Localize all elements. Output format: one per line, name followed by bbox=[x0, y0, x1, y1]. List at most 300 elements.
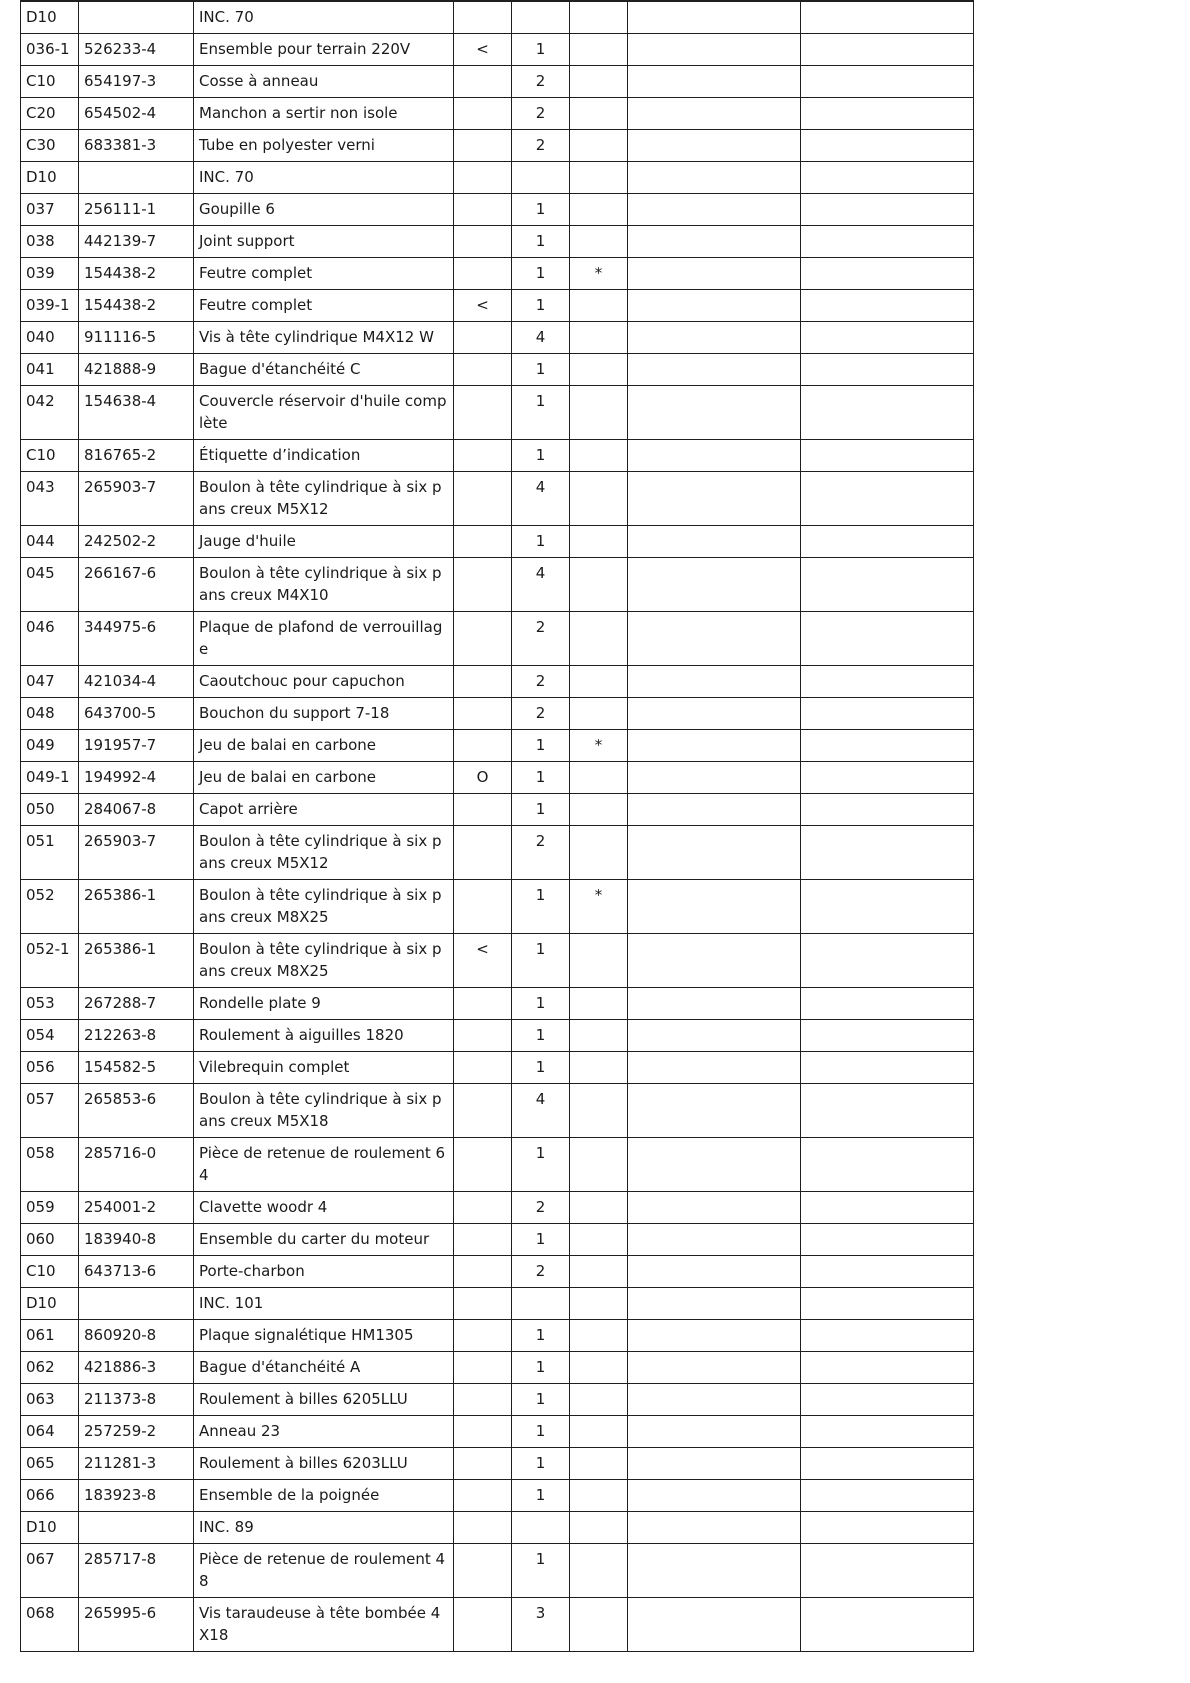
description-cell: Roulement à billes 6203LLU bbox=[194, 1447, 454, 1479]
note-cell bbox=[454, 129, 512, 161]
table-row bbox=[21, 161, 974, 193]
item-number-cell: 042 bbox=[21, 385, 79, 439]
table-row bbox=[21, 761, 974, 793]
mark-cell bbox=[570, 1223, 628, 1255]
note-cell bbox=[454, 665, 512, 697]
quantity-cell: 2 bbox=[512, 697, 570, 729]
empty-cell bbox=[801, 1287, 974, 1319]
mark-cell bbox=[570, 987, 628, 1019]
quantity-cell: 2 bbox=[512, 665, 570, 697]
table-row bbox=[21, 33, 974, 65]
table-row bbox=[21, 1, 974, 33]
item-number-cell: 056 bbox=[21, 1051, 79, 1083]
empty-cell bbox=[801, 1511, 974, 1543]
empty-cell bbox=[628, 1223, 801, 1255]
part-number-cell: 154438-2 bbox=[79, 289, 194, 321]
part-number-cell: 643713-6 bbox=[79, 1255, 194, 1287]
table-row bbox=[21, 471, 974, 525]
empty-cell bbox=[628, 1351, 801, 1383]
note-cell bbox=[454, 1287, 512, 1319]
item-number-cell: 038 bbox=[21, 225, 79, 257]
mark-cell: * bbox=[570, 879, 628, 933]
mark-cell: * bbox=[570, 729, 628, 761]
part-number-cell: 265853-6 bbox=[79, 1083, 194, 1137]
item-number-cell: C20 bbox=[21, 97, 79, 129]
description-cell: Anneau 23 bbox=[194, 1415, 454, 1447]
note-cell bbox=[454, 1223, 512, 1255]
part-number-cell: 421888-9 bbox=[79, 353, 194, 385]
table-row bbox=[21, 987, 974, 1019]
table-row bbox=[21, 97, 974, 129]
quantity-cell: 1 bbox=[512, 1351, 570, 1383]
empty-cell bbox=[801, 65, 974, 97]
quantity-cell: 1 bbox=[512, 1447, 570, 1479]
mark-cell bbox=[570, 1019, 628, 1051]
description-cell: Tube en polyester verni bbox=[194, 129, 454, 161]
mark-cell bbox=[570, 793, 628, 825]
empty-cell bbox=[628, 761, 801, 793]
item-number-cell: 059 bbox=[21, 1191, 79, 1223]
part-number-cell: 860920-8 bbox=[79, 1319, 194, 1351]
part-number-cell bbox=[79, 1287, 194, 1319]
parts-list-table bbox=[20, 0, 974, 1652]
empty-cell bbox=[628, 825, 801, 879]
mark-cell bbox=[570, 1255, 628, 1287]
description-cell: Ensemble de la poignée bbox=[194, 1479, 454, 1511]
item-number-cell: C10 bbox=[21, 439, 79, 471]
mark-cell bbox=[570, 1051, 628, 1083]
empty-cell bbox=[801, 1019, 974, 1051]
empty-cell bbox=[801, 1543, 974, 1597]
quantity-cell: 1 bbox=[512, 353, 570, 385]
description-cell: INC. 101 bbox=[194, 1287, 454, 1319]
note-cell bbox=[454, 1255, 512, 1287]
description-cell: Joint support bbox=[194, 225, 454, 257]
empty-cell bbox=[801, 1191, 974, 1223]
table-row bbox=[21, 1223, 974, 1255]
empty-cell bbox=[801, 525, 974, 557]
empty-cell bbox=[801, 385, 974, 439]
part-number-cell: 284067-8 bbox=[79, 793, 194, 825]
empty-cell bbox=[801, 1479, 974, 1511]
part-number-cell: 191957-7 bbox=[79, 729, 194, 761]
empty-cell bbox=[801, 97, 974, 129]
empty-cell bbox=[628, 193, 801, 225]
description-cell: Ensemble pour terrain 220V bbox=[194, 33, 454, 65]
quantity-cell: 4 bbox=[512, 321, 570, 353]
note-cell: O bbox=[454, 761, 512, 793]
mark-cell bbox=[570, 1137, 628, 1191]
table-row bbox=[21, 1319, 974, 1351]
quantity-cell: 1 bbox=[512, 225, 570, 257]
empty-cell bbox=[801, 697, 974, 729]
note-cell bbox=[454, 525, 512, 557]
empty-cell bbox=[801, 33, 974, 65]
quantity-cell: 1 bbox=[512, 987, 570, 1019]
table-row bbox=[21, 1479, 974, 1511]
quantity-cell: 1 bbox=[512, 1543, 570, 1597]
note-cell bbox=[454, 1051, 512, 1083]
item-number-cell: 068 bbox=[21, 1597, 79, 1651]
empty-cell bbox=[628, 1137, 801, 1191]
part-number-cell: 643700-5 bbox=[79, 697, 194, 729]
part-number-cell: 421886-3 bbox=[79, 1351, 194, 1383]
quantity-cell: 2 bbox=[512, 97, 570, 129]
note-cell bbox=[454, 1351, 512, 1383]
note-cell bbox=[454, 879, 512, 933]
empty-cell bbox=[628, 471, 801, 525]
item-number-cell: C30 bbox=[21, 129, 79, 161]
item-number-cell: 052-1 bbox=[21, 933, 79, 987]
quantity-cell: 1 bbox=[512, 33, 570, 65]
part-number-cell: 344975-6 bbox=[79, 611, 194, 665]
note-cell bbox=[454, 1319, 512, 1351]
empty-cell bbox=[628, 321, 801, 353]
part-number-cell: 194992-4 bbox=[79, 761, 194, 793]
empty-cell bbox=[801, 289, 974, 321]
note-cell bbox=[454, 697, 512, 729]
table-row bbox=[21, 1137, 974, 1191]
item-number-cell: 037 bbox=[21, 193, 79, 225]
mark-cell bbox=[570, 557, 628, 611]
empty-cell bbox=[628, 385, 801, 439]
item-number-cell: 060 bbox=[21, 1223, 79, 1255]
item-number-cell: C10 bbox=[21, 1255, 79, 1287]
empty-cell bbox=[628, 289, 801, 321]
part-number-cell: 654502-4 bbox=[79, 97, 194, 129]
item-number-cell: 051 bbox=[21, 825, 79, 879]
item-number-cell: 061 bbox=[21, 1319, 79, 1351]
mark-cell bbox=[570, 193, 628, 225]
part-number-cell: 526233-4 bbox=[79, 33, 194, 65]
empty-cell bbox=[628, 1479, 801, 1511]
table-row bbox=[21, 879, 974, 933]
mark-cell bbox=[570, 665, 628, 697]
mark-cell bbox=[570, 825, 628, 879]
quantity-cell: 4 bbox=[512, 557, 570, 611]
empty-cell bbox=[628, 1415, 801, 1447]
quantity-cell: 2 bbox=[512, 1255, 570, 1287]
note-cell bbox=[454, 1019, 512, 1051]
description-cell: Boulon à tête cylindrique à six pans creux M8X25 bbox=[194, 879, 454, 933]
note-cell bbox=[454, 1083, 512, 1137]
part-number-cell bbox=[79, 1511, 194, 1543]
empty-cell bbox=[628, 129, 801, 161]
mark-cell bbox=[570, 289, 628, 321]
empty-cell bbox=[801, 557, 974, 611]
mark-cell bbox=[570, 161, 628, 193]
parts-list-body bbox=[21, 1, 974, 1651]
item-number-cell: 039-1 bbox=[21, 289, 79, 321]
table-row bbox=[21, 557, 974, 611]
table-row bbox=[21, 1383, 974, 1415]
quantity-cell: 1 bbox=[512, 1137, 570, 1191]
note-cell: < bbox=[454, 933, 512, 987]
mark-cell bbox=[570, 697, 628, 729]
table-row bbox=[21, 793, 974, 825]
empty-cell bbox=[628, 225, 801, 257]
empty-cell bbox=[801, 1383, 974, 1415]
table-row bbox=[21, 1351, 974, 1383]
mark-cell bbox=[570, 129, 628, 161]
description-cell: Roulement à billes 6205LLU bbox=[194, 1383, 454, 1415]
empty-cell bbox=[628, 987, 801, 1019]
description-cell: Caoutchouc pour capuchon bbox=[194, 665, 454, 697]
table-row bbox=[21, 353, 974, 385]
item-number-cell: 058 bbox=[21, 1137, 79, 1191]
empty-cell bbox=[628, 257, 801, 289]
description-cell: Vis à tête cylindrique M4X12 W bbox=[194, 321, 454, 353]
quantity-cell: 2 bbox=[512, 1191, 570, 1223]
item-number-cell: 044 bbox=[21, 525, 79, 557]
description-cell: Feutre complet bbox=[194, 289, 454, 321]
table-row bbox=[21, 1447, 974, 1479]
empty-cell bbox=[801, 1137, 974, 1191]
part-number-cell bbox=[79, 1, 194, 33]
note-cell bbox=[454, 471, 512, 525]
quantity-cell: 1 bbox=[512, 761, 570, 793]
table-row bbox=[21, 289, 974, 321]
empty-cell bbox=[628, 1383, 801, 1415]
description-cell: INC. 70 bbox=[194, 161, 454, 193]
empty-cell bbox=[628, 1083, 801, 1137]
mark-cell bbox=[570, 1319, 628, 1351]
mark-cell bbox=[570, 933, 628, 987]
quantity-cell: 1 bbox=[512, 1319, 570, 1351]
quantity-cell: 2 bbox=[512, 611, 570, 665]
item-number-cell: 041 bbox=[21, 353, 79, 385]
part-number-cell: 154438-2 bbox=[79, 257, 194, 289]
item-number-cell: 040 bbox=[21, 321, 79, 353]
description-cell: INC. 70 bbox=[194, 1, 454, 33]
quantity-cell: 2 bbox=[512, 65, 570, 97]
note-cell bbox=[454, 825, 512, 879]
item-number-cell: 065 bbox=[21, 1447, 79, 1479]
description-cell: Jauge d'huile bbox=[194, 525, 454, 557]
mark-cell bbox=[570, 321, 628, 353]
empty-cell bbox=[628, 439, 801, 471]
note-cell bbox=[454, 97, 512, 129]
empty-cell bbox=[628, 353, 801, 385]
mark-cell bbox=[570, 385, 628, 439]
description-cell: Bague d'étanchéité C bbox=[194, 353, 454, 385]
part-number-cell: 442139-7 bbox=[79, 225, 194, 257]
quantity-cell: 1 bbox=[512, 1479, 570, 1511]
empty-cell bbox=[628, 97, 801, 129]
empty-cell bbox=[628, 161, 801, 193]
empty-cell bbox=[628, 879, 801, 933]
mark-cell bbox=[570, 97, 628, 129]
quantity-cell: 1 bbox=[512, 289, 570, 321]
description-cell: Manchon a sertir non isole bbox=[194, 97, 454, 129]
table-row bbox=[21, 193, 974, 225]
part-number-cell: 265903-7 bbox=[79, 825, 194, 879]
description-cell: Couvercle réservoir d'huile complète bbox=[194, 385, 454, 439]
mark-cell: * bbox=[570, 257, 628, 289]
empty-cell bbox=[628, 1255, 801, 1287]
empty-cell bbox=[801, 729, 974, 761]
empty-cell bbox=[801, 665, 974, 697]
part-number-cell: 183940-8 bbox=[79, 1223, 194, 1255]
table-row bbox=[21, 385, 974, 439]
mark-cell bbox=[570, 1083, 628, 1137]
empty-cell bbox=[628, 1191, 801, 1223]
table-row bbox=[21, 129, 974, 161]
item-number-cell: 039 bbox=[21, 257, 79, 289]
empty-cell bbox=[801, 1, 974, 33]
empty-cell bbox=[628, 1287, 801, 1319]
empty-cell bbox=[801, 1255, 974, 1287]
item-number-cell: 049 bbox=[21, 729, 79, 761]
part-number-cell: 265995-6 bbox=[79, 1597, 194, 1651]
part-number-cell: 211373-8 bbox=[79, 1383, 194, 1415]
part-number-cell: 212263-8 bbox=[79, 1019, 194, 1051]
empty-cell bbox=[801, 987, 974, 1019]
mark-cell bbox=[570, 65, 628, 97]
empty-cell bbox=[628, 1597, 801, 1651]
empty-cell bbox=[801, 1597, 974, 1651]
table-row bbox=[21, 439, 974, 471]
part-number-cell: 256111-1 bbox=[79, 193, 194, 225]
quantity-cell: 1 bbox=[512, 1383, 570, 1415]
table-row bbox=[21, 611, 974, 665]
item-number-cell: 052 bbox=[21, 879, 79, 933]
part-number-cell: 242502-2 bbox=[79, 525, 194, 557]
mark-cell bbox=[570, 611, 628, 665]
note-cell bbox=[454, 1383, 512, 1415]
item-number-cell: 063 bbox=[21, 1383, 79, 1415]
mark-cell bbox=[570, 1, 628, 33]
description-cell: Boulon à tête cylindrique à six pans creux M5X18 bbox=[194, 1083, 454, 1137]
item-number-cell: D10 bbox=[21, 1287, 79, 1319]
mark-cell bbox=[570, 1511, 628, 1543]
mark-cell bbox=[570, 1597, 628, 1651]
part-number-cell: 285717-8 bbox=[79, 1543, 194, 1597]
empty-cell bbox=[801, 761, 974, 793]
note-cell bbox=[454, 557, 512, 611]
empty-cell bbox=[801, 879, 974, 933]
description-cell: Clavette woodr 4 bbox=[194, 1191, 454, 1223]
quantity-cell: 1 bbox=[512, 385, 570, 439]
empty-cell bbox=[801, 353, 974, 385]
quantity-cell bbox=[512, 161, 570, 193]
note-cell bbox=[454, 1137, 512, 1191]
quantity-cell: 1 bbox=[512, 933, 570, 987]
part-number-cell bbox=[79, 161, 194, 193]
note-cell bbox=[454, 729, 512, 761]
table-row bbox=[21, 665, 974, 697]
note-cell bbox=[454, 257, 512, 289]
quantity-cell bbox=[512, 1287, 570, 1319]
description-cell: Boulon à tête cylindrique à six pans creux M8X25 bbox=[194, 933, 454, 987]
quantity-cell: 1 bbox=[512, 1415, 570, 1447]
description-cell: Pièce de retenue de roulement 64 bbox=[194, 1137, 454, 1191]
empty-cell bbox=[801, 257, 974, 289]
description-cell: Goupille 6 bbox=[194, 193, 454, 225]
mark-cell bbox=[570, 439, 628, 471]
empty-cell bbox=[628, 1447, 801, 1479]
table-row bbox=[21, 525, 974, 557]
description-cell: INC. 89 bbox=[194, 1511, 454, 1543]
note-cell bbox=[454, 987, 512, 1019]
quantity-cell: 4 bbox=[512, 1083, 570, 1137]
note-cell bbox=[454, 1479, 512, 1511]
empty-cell bbox=[801, 1447, 974, 1479]
note-cell bbox=[454, 161, 512, 193]
item-number-cell: 057 bbox=[21, 1083, 79, 1137]
empty-cell bbox=[628, 1019, 801, 1051]
empty-cell bbox=[628, 33, 801, 65]
empty-cell bbox=[801, 611, 974, 665]
item-number-cell: 066 bbox=[21, 1479, 79, 1511]
note-cell: < bbox=[454, 33, 512, 65]
mark-cell bbox=[570, 1447, 628, 1479]
item-number-cell: C10 bbox=[21, 65, 79, 97]
note-cell bbox=[454, 1543, 512, 1597]
table-row bbox=[21, 825, 974, 879]
mark-cell bbox=[570, 1479, 628, 1511]
empty-cell bbox=[801, 1083, 974, 1137]
mark-cell bbox=[570, 1543, 628, 1597]
empty-cell bbox=[628, 65, 801, 97]
empty-cell bbox=[801, 161, 974, 193]
table-row bbox=[21, 933, 974, 987]
description-cell: Plaque de plafond de verrouillage bbox=[194, 611, 454, 665]
quantity-cell: 1 bbox=[512, 1019, 570, 1051]
part-number-cell: 267288-7 bbox=[79, 987, 194, 1019]
mark-cell bbox=[570, 1383, 628, 1415]
description-cell: Plaque signalétique HM1305 bbox=[194, 1319, 454, 1351]
table-row bbox=[21, 1511, 974, 1543]
note-cell bbox=[454, 611, 512, 665]
empty-cell bbox=[628, 1319, 801, 1351]
description-cell: Boulon à tête cylindrique à six pans creux M5X12 bbox=[194, 825, 454, 879]
note-cell bbox=[454, 385, 512, 439]
description-cell: Vis taraudeuse à tête bombée 4X18 bbox=[194, 1597, 454, 1651]
mark-cell bbox=[570, 33, 628, 65]
table-row bbox=[21, 321, 974, 353]
mark-cell bbox=[570, 1191, 628, 1223]
table-row bbox=[21, 257, 974, 289]
note-cell bbox=[454, 321, 512, 353]
note-cell bbox=[454, 1, 512, 33]
quantity-cell: 1 bbox=[512, 793, 570, 825]
empty-cell bbox=[628, 525, 801, 557]
empty-cell bbox=[801, 793, 974, 825]
description-cell: Bouchon du support 7-18 bbox=[194, 697, 454, 729]
note-cell bbox=[454, 1191, 512, 1223]
empty-cell bbox=[801, 225, 974, 257]
description-cell: Jeu de balai en carbone bbox=[194, 761, 454, 793]
empty-cell bbox=[801, 129, 974, 161]
empty-cell bbox=[801, 1051, 974, 1083]
empty-cell bbox=[628, 1543, 801, 1597]
empty-cell bbox=[628, 557, 801, 611]
part-number-cell: 265386-1 bbox=[79, 933, 194, 987]
mark-cell bbox=[570, 1351, 628, 1383]
part-number-cell: 257259-2 bbox=[79, 1415, 194, 1447]
note-cell bbox=[454, 65, 512, 97]
empty-cell bbox=[801, 439, 974, 471]
quantity-cell: 1 bbox=[512, 439, 570, 471]
table-row bbox=[21, 1543, 974, 1597]
mark-cell bbox=[570, 761, 628, 793]
note-cell bbox=[454, 1511, 512, 1543]
part-number-cell: 816765-2 bbox=[79, 439, 194, 471]
item-number-cell: 064 bbox=[21, 1415, 79, 1447]
quantity-cell: 1 bbox=[512, 257, 570, 289]
quantity-cell: 2 bbox=[512, 825, 570, 879]
